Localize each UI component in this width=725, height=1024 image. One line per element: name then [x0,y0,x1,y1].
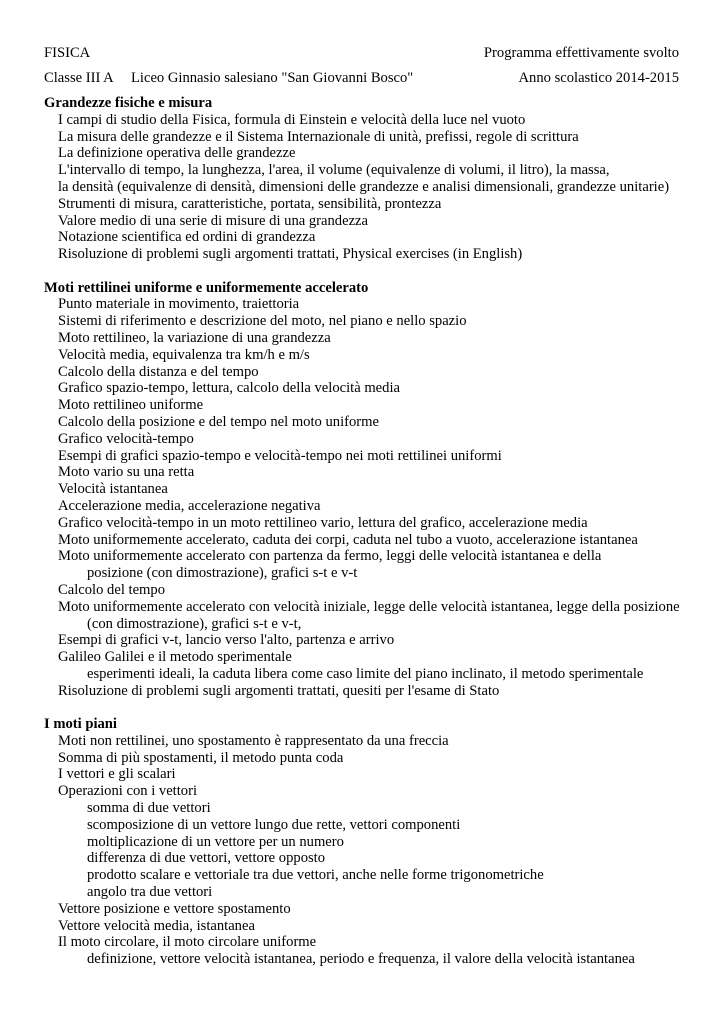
topic-line: Il moto circolare, il moto circolare uniforme [58,934,317,951]
topic-line: Notazione scientifica ed ordini di grandezza [58,229,316,246]
program-content [44,95,684,968]
topic-line: Esempi di grafici v-t, lancio verso l'alto, partenza e arrivo [58,632,395,649]
topic-line: Strumenti di misura, caratteristiche, portata, sensibilità, prontezza [58,195,442,212]
topic-line: Risoluzione di problemi sugli argomenti trattati, quesiti per l'esame di Stato [58,682,500,699]
section [44,280,684,700]
topic-line: Sistemi di riferimento e descrizione del moto, nel piano e nello spazio [58,313,467,330]
topic-line: Risoluzione di problemi sugli argomenti trattati, Physical exercises (in English) [58,246,523,263]
topic-line: Esempi di grafici spazio-tempo e velocità-tempo nei moti rettilinei uniformi [58,447,502,464]
sub-topic-line: somma di due vettori [87,800,211,817]
section-title: I moti piani [44,716,117,733]
sub-topic-line: (con dimostrazione), grafici s-t e v-t, [87,615,302,632]
topic-line: I campi di studio della Fisica, formula di Einstein e velocità della luce nel vuoto [58,111,526,128]
school-year: Anno scolastico 2014-2015 [518,70,679,86]
sub-topic-line: scomposizione di un vettore lungo due rette, vettori componenti [87,816,461,833]
sub-topic-line: definizione, vettore velocità istantanea, periodo e frequenza, il valore della velocità istantanea [87,951,635,968]
topic-line: Galileo Galilei e il metodo sperimentale [58,649,292,666]
topic-line: Calcolo della distanza e del tempo [58,363,259,380]
section [44,716,684,968]
topic-line: Velocità istantanea [58,481,168,498]
topic-line: L'intervallo di tempo, la lunghezza, l'area, il volume (equivalenze di volumi, il litro), la massa, [58,162,610,179]
topic-line: I vettori e gli scalari [58,766,176,783]
topic-line: Moto vario su una retta [58,464,195,481]
topic-line: Velocità media, equivalenza tra km/h e m/s [58,346,310,363]
topic-line: Calcolo del tempo [58,581,165,598]
topic-line: Moto rettilineo, la variazione di una grandezza [58,329,331,346]
topic-line: la densità (equivalenze di densità, dimensioni delle grandezze e analisi dimensionali, grandezze unitarie) [58,178,670,195]
topic-line: La misura delle grandezze e il Sistema Internazionale di unità, prefissi, regole di scrittura [58,128,579,145]
section [44,95,684,263]
topic-line: Vettore velocità media, istantanea [58,917,255,934]
topic-line: Grafico spazio-tempo, lettura, calcolo della velocità media [58,380,400,397]
sub-topic-line: prodotto scalare e vettoriale tra due vettori, anche nelle forme trigonometriche [87,867,544,884]
topic-line: Calcolo della posizione e del tempo nel moto uniforme [58,413,379,430]
topic-line: Moti non rettilinei, uno spostamento è rappresentato da una freccia [58,732,449,749]
topic-line: Vettore posizione e vettore spostamento [58,900,291,917]
topic-line: Punto materiale in movimento, traiettoria [58,296,300,313]
section-title: Moti rettilinei uniforme e uniformemente accelerato [44,279,369,296]
sub-topic-line: esperimenti ideali, la caduta libera come caso limite del piano inclinato, il metodo sperimentale [87,665,644,682]
topic-line: Accelerazione media, accelerazione negativa [58,497,321,514]
topic-line: Moto uniformemente accelerato con partenza da fermo, leggi delle velocità istantanea e della [58,548,602,565]
topic-line: Valore medio di una serie di misure di una grandezza [58,212,369,229]
topic-line: Somma di più spostamenti, il metodo punta coda [58,749,344,766]
topic-line: Grafico velocità-tempo [58,430,194,447]
class-label: Classe III A [44,70,114,86]
topic-line: Grafico velocità-tempo in un moto rettilineo vario, lettura del grafico, accelerazione media [58,514,588,531]
sub-topic-line: angolo tra due vettori [87,884,213,901]
topic-line: Moto rettilineo uniforme [58,397,204,414]
subject-label: FISICA [44,45,91,61]
header-row-class [44,70,679,87]
section-title: Grandezze fisiche e misura [44,95,213,111]
sub-topic-line: moltiplicazione di un vettore per un numero [87,833,344,850]
sub-topic-line: posizione (con dimostrazione), grafici s-t e v-t [87,565,358,582]
school-name: Liceo Ginnasio salesiano "San Giovanni Bosco" [131,70,414,86]
topic-line: Operazioni con i vettori [58,783,197,800]
sub-topic-line: differenza di due vettori, vettore opposto [87,850,326,867]
topic-line: Moto uniformemente accelerato con velocità iniziale, legge delle velocità istantanea, legge della posizione [58,598,680,615]
header-row-subject [44,45,679,62]
document-type: Programma effettivamente svolto [483,45,679,61]
topic-line: Moto uniformemente accelerato, caduta dei corpi, caduta nel tubo a vuoto, accelerazione istantanea [58,531,638,548]
topic-line: La definizione operativa delle grandezze [58,145,296,162]
